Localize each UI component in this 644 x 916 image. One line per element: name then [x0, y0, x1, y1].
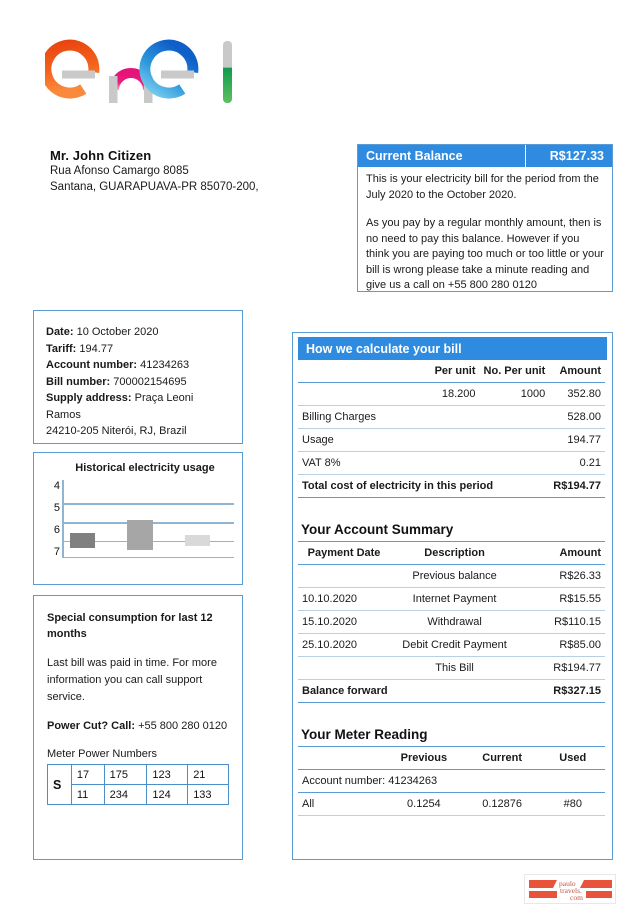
account-summary-thead	[298, 542, 605, 565]
chart-bar-3	[185, 535, 210, 546]
meter-power-numbers-table	[47, 764, 229, 805]
watermark-line-3: com	[570, 893, 583, 902]
meter-reading-table	[298, 746, 605, 816]
enel-logo	[45, 28, 250, 110]
detail-supply-label: Supply address:	[46, 392, 132, 404]
watermark-line-1: paulo	[559, 879, 576, 888]
account-details-panel	[33, 310, 243, 444]
meter-power-cell: 17	[71, 765, 104, 785]
detail-account-number	[46, 357, 230, 374]
meter-reading-header-row	[298, 747, 605, 770]
calculate-bill-column-header: Amount	[549, 360, 605, 383]
special-consumption-heading: Special consumption for last 12 months	[47, 612, 213, 640]
chart-gridline-5	[62, 503, 234, 504]
calculate-bill-cell-no-per-unit	[480, 452, 550, 475]
calculate-bill-tbody	[298, 383, 605, 498]
account-summary-cell-description: Internet Payment	[390, 588, 519, 611]
calculate-bill-title: How we calculate your bill	[298, 337, 607, 360]
detail-account-value: 41234263	[140, 359, 190, 371]
account-summary-cell-description: Previous balance	[390, 565, 519, 588]
chart-area	[34, 480, 242, 572]
calculate-bill-cell-per-unit	[425, 452, 480, 475]
enel-logo-svg	[45, 28, 250, 110]
meter-reading-column-header: Previous	[384, 747, 464, 770]
detail-account-label: Account number:	[46, 359, 138, 371]
balance-forward-amount: R$327.15	[519, 680, 605, 703]
current-balance-title: Current Balance	[358, 145, 526, 167]
customer-address-line-1: Rua Afonso Camargo 8085	[50, 165, 189, 177]
calculate-bill-cell-per-unit	[425, 406, 480, 429]
account-summary-cell-date	[298, 657, 390, 680]
chart-y-axis-line	[62, 480, 64, 558]
calculate-bill-cell-label: VAT 8%	[298, 452, 425, 475]
account-summary-cell-amount: R$15.55	[519, 588, 605, 611]
meter-power-numbers-label: Meter Power Numbers	[47, 748, 158, 760]
account-summary-cell-description: This Bill	[390, 657, 519, 680]
meter-reading-row	[298, 793, 605, 816]
watermark-line-2: travels.	[560, 886, 582, 895]
account-summary-header-row	[298, 542, 605, 565]
customer-name: Mr. John Citizen	[50, 148, 152, 163]
account-summary-cell-date: 25.10.2020	[298, 634, 390, 657]
meter-power-cell: 21	[188, 765, 229, 785]
calculate-bill-header-row	[298, 360, 605, 383]
meter-power-cell: 234	[104, 785, 147, 805]
detail-tariff	[46, 341, 230, 358]
meter-reading-thead	[298, 747, 605, 770]
chart-baseline	[62, 557, 234, 558]
detail-date	[46, 324, 230, 341]
power-cut-number: +55 800 280 0120	[138, 720, 228, 732]
account-summary-table	[298, 541, 605, 703]
detail-tariff-label: Tariff:	[46, 342, 77, 355]
account-summary-row	[298, 565, 605, 588]
account-summary-cell-amount: R$26.33	[519, 565, 605, 588]
account-summary-cell-amount: R$194.77	[519, 657, 605, 680]
calculate-bill-total-row	[298, 475, 605, 498]
calculate-bill-cell-no-per-unit	[480, 429, 550, 452]
account-summary-cell-date: 15.10.2020	[298, 611, 390, 634]
calculate-bill-row	[298, 429, 605, 452]
chart-y-tick-5: 5	[53, 501, 60, 514]
current-balance-header	[358, 145, 612, 167]
calculate-bill-column-header: Per unit	[425, 360, 480, 383]
chart-y-axis-labels	[40, 480, 60, 572]
chart-y-tick-6: 6	[53, 523, 60, 536]
detail-supply-address-line-2: 24210-205 Niterói, RJ, Brazil	[46, 425, 187, 437]
calculate-bill-total-amount: R$194.77	[549, 475, 605, 498]
current-balance-amount: R$127.33	[549, 149, 604, 163]
meter-power-cell: 123	[147, 765, 188, 785]
calculate-bill-table	[298, 360, 605, 498]
calculate-bill-row	[298, 406, 605, 429]
meter-power-cell: 11	[71, 785, 104, 805]
meter-power-row	[48, 765, 229, 785]
detail-supply-value: Praça Leoni Ramos	[46, 392, 194, 421]
detail-date-value: 10 October 2020	[76, 326, 159, 338]
account-summary-cell-date: 10.10.2020	[298, 588, 390, 611]
account-summary-row	[298, 611, 605, 634]
calculate-bill-cell-per-unit	[425, 429, 480, 452]
calculate-bill-row	[298, 452, 605, 475]
chart-y-tick-4: 4	[53, 479, 60, 492]
customer-address-line-2: Santana, GUARAPUAVA-PR 85070-200,	[50, 181, 259, 193]
calculate-bill-row	[298, 383, 605, 406]
calculate-bill-cell-no-per-unit: 1000	[480, 383, 550, 406]
current-balance-paragraph-2: As you pay by a regular monthly amount, then is no need to pay this balance. However if you think you are paying too much or too little or your bill is wrong please take a minute reading and give us a call on +55 800 280 0120	[366, 217, 604, 291]
calculate-bill-total-label: Total cost of electricity in this period	[298, 475, 549, 498]
calculate-bill-cell-label	[298, 383, 425, 406]
meter-reading-account-row	[298, 770, 605, 793]
account-summary-tbody	[298, 565, 605, 703]
calculate-bill-column-header	[298, 360, 425, 383]
special-consumption-panel	[33, 595, 243, 860]
chart-bar-1	[70, 533, 95, 548]
account-summary-row	[298, 634, 605, 657]
meter-reading-column-header: Current	[464, 747, 541, 770]
detail-date-label: Date:	[46, 326, 74, 338]
watermark-svg	[524, 874, 616, 904]
account-summary-title: Your Account Summary	[301, 522, 454, 537]
detail-tariff-value: 194.77	[79, 342, 114, 355]
power-cut-line	[47, 720, 229, 732]
detail-bill-value: 700002154695	[113, 375, 187, 388]
meter-reading-cell-label: All	[298, 793, 384, 816]
meter-reading-cell-current: 0.12876	[464, 793, 541, 816]
current-balance-panel	[357, 144, 613, 292]
detail-supply-address	[46, 390, 230, 423]
meter-reading-cell-previous: 0.1254	[384, 793, 464, 816]
calculate-bill-cell-no-per-unit	[480, 406, 550, 429]
account-summary-column-header: Payment Date	[298, 542, 390, 565]
meter-reading-column-header: Used	[541, 747, 605, 770]
meter-power-cell: 124	[147, 785, 188, 805]
customer-address-block	[50, 148, 330, 195]
historical-usage-chart-panel	[33, 452, 243, 585]
paulo-travels-watermark	[524, 874, 616, 904]
calculate-bill-cell-label: Usage	[298, 429, 425, 452]
account-summary-cell-description: Withdrawal	[390, 611, 519, 634]
meter-power-cell: 175	[104, 765, 147, 785]
meter-reading-cell-used: #80	[541, 793, 605, 816]
meter-reading-column-header	[298, 747, 384, 770]
meter-power-numbers-body	[48, 765, 229, 805]
calculate-bill-thead	[298, 360, 605, 383]
account-summary-cell-amount: R$85.00	[519, 634, 605, 657]
meter-power-row	[48, 785, 229, 805]
account-summary-row	[298, 657, 605, 680]
calculate-bill-cell-label: Billing Charges	[298, 406, 425, 429]
meter-reading-account-number: Account number: 41234263	[298, 770, 605, 793]
account-summary-cell-amount: R$110.15	[519, 611, 605, 634]
chart-plot-area	[62, 480, 234, 558]
account-summary-forward-row	[298, 680, 605, 703]
chart-y-tick-7: 7	[53, 545, 60, 558]
chart-bar-2	[127, 520, 152, 550]
calculate-bill-cell-amount: 0.21	[549, 452, 605, 475]
chart-title: Historical electricity usage	[75, 462, 215, 474]
calculate-bill-cell-amount: 352.80	[549, 383, 605, 406]
right-summary-panel	[292, 332, 613, 860]
account-summary-column-header: Description	[390, 542, 519, 565]
calculate-bill-cell-amount: 194.77	[549, 429, 605, 452]
account-summary-row	[298, 588, 605, 611]
account-summary-cell-description: Debit Credit Payment	[390, 634, 519, 657]
meter-reading-tbody	[298, 770, 605, 816]
special-consumption-paragraph: Last bill was paid in time. For more information you can call support service.	[47, 657, 217, 703]
balance-forward-label: Balance forward	[298, 680, 519, 703]
calculate-bill-column-header: No. Per unit	[480, 360, 550, 383]
account-summary-column-header: Amount	[519, 542, 605, 565]
detail-bill-label: Bill number:	[46, 375, 111, 388]
calculate-bill-cell-amount: 528.00	[549, 406, 605, 429]
current-balance-paragraph-1: This is your electricity bill for the period from the July 2020 to the October 2020.	[366, 173, 599, 201]
power-cut-label: Power Cut? Call:	[47, 720, 136, 732]
calculate-bill-cell-per-unit: 18.200	[425, 383, 480, 406]
current-balance-body	[358, 167, 612, 294]
meter-power-cell: 133	[188, 785, 229, 805]
detail-bill-number	[46, 374, 230, 391]
meter-power-row-header: S	[48, 765, 72, 805]
meter-reading-title: Your Meter Reading	[301, 727, 428, 742]
account-summary-cell-date	[298, 565, 390, 588]
